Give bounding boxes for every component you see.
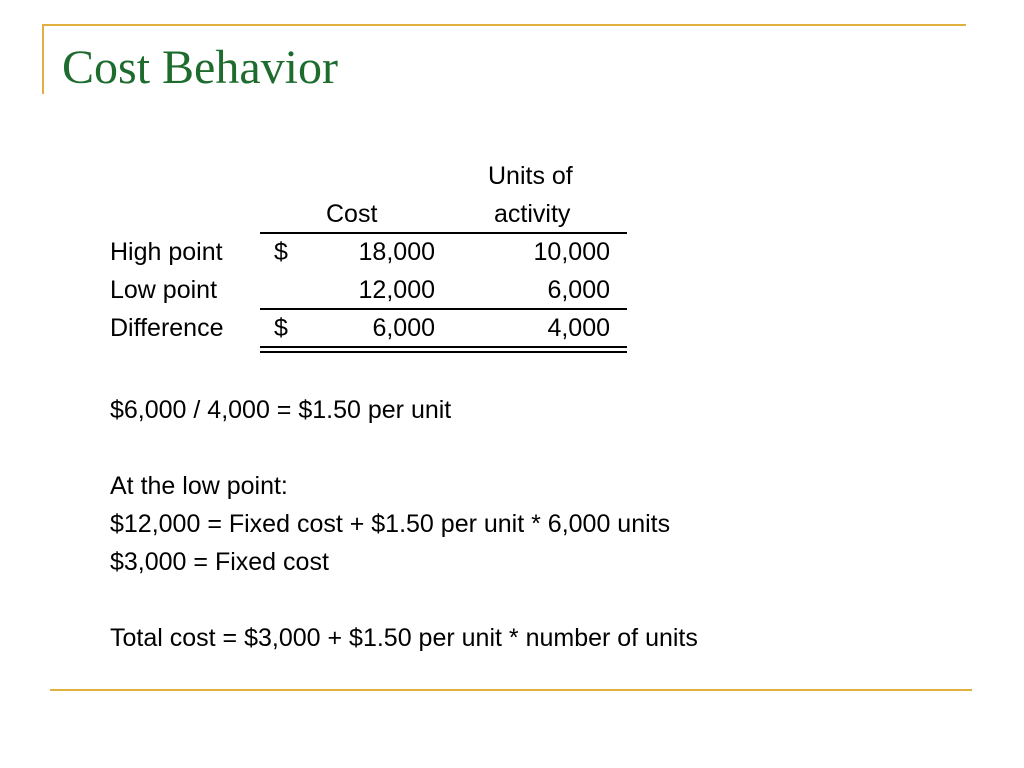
total-double-rule-top	[260, 346, 627, 348]
cost-value: 6,000	[372, 314, 435, 342]
units-value: 6,000	[547, 276, 610, 304]
total-double-rule-bottom	[260, 351, 627, 353]
units-header-line2: activity	[494, 200, 571, 228]
cost-value: 12,000	[358, 276, 435, 304]
currency-symbol: $	[274, 238, 288, 266]
low-point-equation: $12,000 = Fixed cost + $1.50 per unit * 6,000 units	[110, 510, 671, 538]
units-value: 10,000	[533, 238, 610, 266]
top-accent-rule	[42, 24, 966, 26]
fixed-cost-result: $3,000 = Fixed cost	[110, 548, 329, 576]
subtotal-rule	[260, 308, 627, 310]
cost-header: Cost	[326, 200, 378, 228]
rate-calculation: $6,000 / 4,000 = $1.50 per unit	[110, 396, 452, 424]
header-underline	[260, 232, 627, 234]
bottom-accent-rule	[50, 689, 972, 691]
cost-value: 18,000	[358, 238, 435, 266]
row-label: Low point	[110, 276, 218, 304]
slide-title: Cost Behavior	[62, 41, 338, 94]
units-value: 4,000	[547, 314, 610, 342]
row-label: Difference	[110, 314, 224, 342]
row-label: High point	[110, 238, 223, 266]
currency-symbol: $	[274, 314, 288, 342]
total-cost-formula: Total cost = $3,000 + $1.50 per unit * number of units	[110, 624, 698, 652]
units-header-line1: Units of	[488, 162, 573, 190]
left-accent-rule	[42, 24, 44, 94]
low-point-heading: At the low point:	[110, 472, 288, 500]
